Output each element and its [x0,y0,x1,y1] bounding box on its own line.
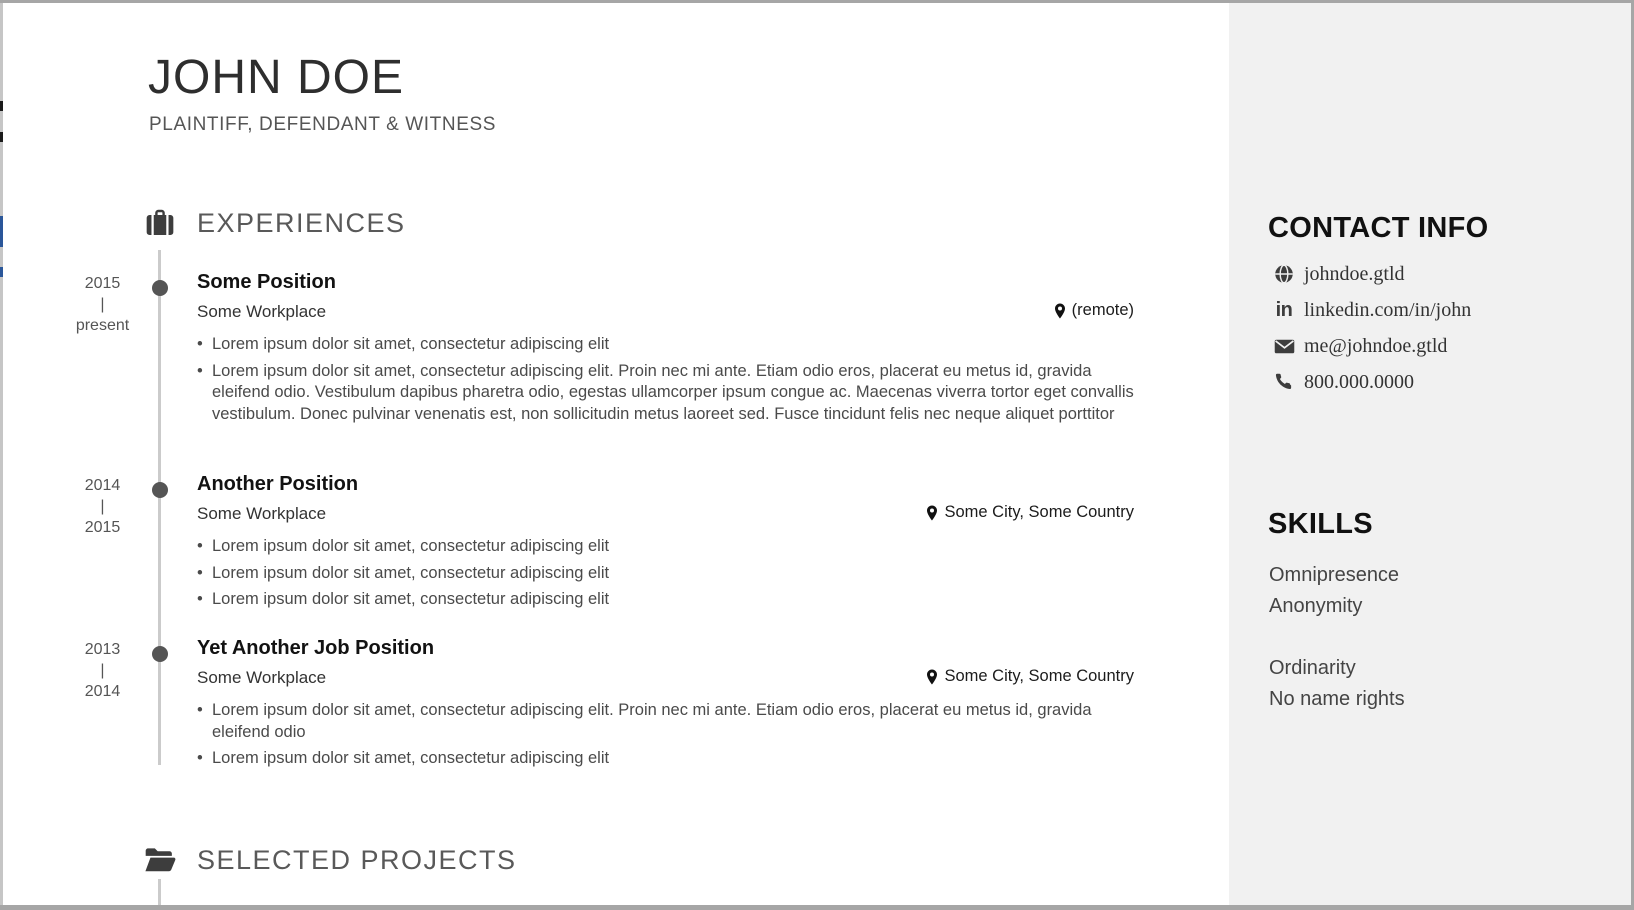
contact-item-website [1272,256,1471,292]
left-edge-strip [0,3,3,905]
skills-group [1269,653,1405,715]
resume-subtitle: PLAINTIFF, DEFENDANT & WITNESS [149,114,497,135]
edge-mark [0,132,3,142]
workplace: Some Workplace [197,302,327,321]
date-separator: | [100,662,105,679]
sidebar [1229,3,1631,905]
skill-item: Ordinarity [1269,657,1356,679]
map-pin-icon [926,669,938,685]
phone-icon [1272,373,1296,391]
globe-icon [1272,264,1296,284]
bullet-marker: • [197,749,203,767]
bullet-marker: • [197,537,203,555]
location-text: Some City, Some Country [944,667,1134,685]
workplace: Some Workplace [197,668,327,687]
experiences-heading: EXPERIENCES [197,207,406,238]
experience-entry [45,270,1134,430]
bullet-item [197,748,1134,770]
edge-mark [0,101,3,111]
map-pin-icon [1054,303,1066,319]
entry-location [926,667,1134,686]
entry-dates [45,639,160,702]
phone-link[interactable]: 800.000.0000 [1304,370,1414,393]
entry-dates [45,475,160,538]
edge-mark [0,216,3,247]
bullet-text: Lorem ipsum dolor sit amet, consectetur adipiscing elit. Proin nec mi ante. Etiam odio eros, placerat eu metus id, gravida eleifend odio [212,701,1092,741]
entry-location [1054,301,1134,320]
bullet-marker: • [197,590,203,608]
contact-info-heading: CONTACT INFO [1268,212,1489,244]
date-start: 2014 [84,477,121,494]
bullet-list [197,334,1134,425]
entry-location [926,503,1134,522]
website-link[interactable]: johndoe.gtld [1304,262,1405,285]
job-title: Another Position [197,473,359,495]
timeline-line [158,879,161,905]
contact-item-email [1272,328,1471,364]
job-title: Yet Another Job Position [197,637,435,659]
folder-open-icon [143,843,177,877]
bullet-item [197,536,1134,558]
timeline-dot [152,280,168,296]
bullet-item [197,334,1134,356]
entry-dates [45,273,160,336]
bullet-marker: • [197,361,203,380]
bullet-item [197,589,1134,611]
projects-section-header [143,843,517,877]
skill-item: No name rights [1269,688,1405,710]
briefcase-icon [143,206,177,240]
page-bottom-border [0,905,1634,910]
email-icon [1272,338,1296,355]
skill-item: Anonymity [1269,595,1363,617]
bullet-item [197,563,1134,585]
bullet-item [197,361,1134,426]
contact-list [1272,256,1471,400]
contact-item-linkedin [1272,292,1471,328]
date-start: 2013 [84,641,121,658]
bullet-marker: • [197,701,203,719]
bullet-text: Lorem ipsum dolor sit amet, consectetur adipiscing elit. Proin nec mi ante. Etiam odio eros, placerat eu metus id, gravida eleifend odio. Vestibulum dapibus pharetra odio, egestas ullamcorper ipsum congue ac. Maecenas viverra tortor eget convallis vestibulum. Donec pulvinar venenatis est, non sollicitudin metus laoreet sed. Fusce tincidunt felis nec neque aliquet porttitor [212,361,1134,423]
date-end: 2015 [84,519,121,536]
experience-entry [45,472,1134,616]
date-separator: | [100,498,105,515]
map-pin-icon [926,505,938,521]
bullet-text: Lorem ipsum dolor sit amet, consectetur adipiscing elit [212,537,610,555]
contact-item-phone [1272,364,1471,400]
location-text: (remote) [1071,301,1134,319]
edge-mark [0,267,3,277]
bullet-marker: • [197,563,203,582]
experience-entry [45,636,1134,775]
projects-heading: SELECTED PROJECTS [197,844,517,875]
bullet-marker: • [197,335,203,353]
email-link[interactable]: me@johndoe.gtld [1304,334,1448,357]
timeline-dot [152,646,168,662]
date-end: present [75,317,130,334]
workplace: Some Workplace [197,504,327,523]
job-title: Some Position [197,271,336,293]
date-separator: | [100,296,105,313]
location-text: Some City, Some Country [944,503,1134,521]
date-end: 2014 [84,683,121,700]
skill-item: Omnipresence [1269,564,1400,586]
bullet-text: Lorem ipsum dolor sit amet, consectetur adipiscing elit [212,335,610,353]
skills-heading: SKILLS [1268,508,1373,540]
linkedin-link[interactable]: linkedin.com/in/john [1304,298,1472,321]
bullet-list [197,700,1134,770]
bullet-list [197,536,1134,611]
linkedin-icon: in [1275,298,1293,321]
bullet-text: Lorem ipsum dolor sit amet, consectetur adipiscing elit [212,590,610,608]
resume-name: JOHN DOE [148,51,405,104]
date-start: 2015 [84,275,121,292]
skills-group [1269,560,1399,622]
bullet-text: Lorem ipsum dolor sit amet, consectetur adipiscing elit [212,563,610,582]
timeline-dot [152,482,168,498]
experiences-section-header [143,206,406,240]
bullet-text: Lorem ipsum dolor sit amet, consectetur adipiscing elit [212,749,610,767]
bullet-item [197,700,1134,743]
